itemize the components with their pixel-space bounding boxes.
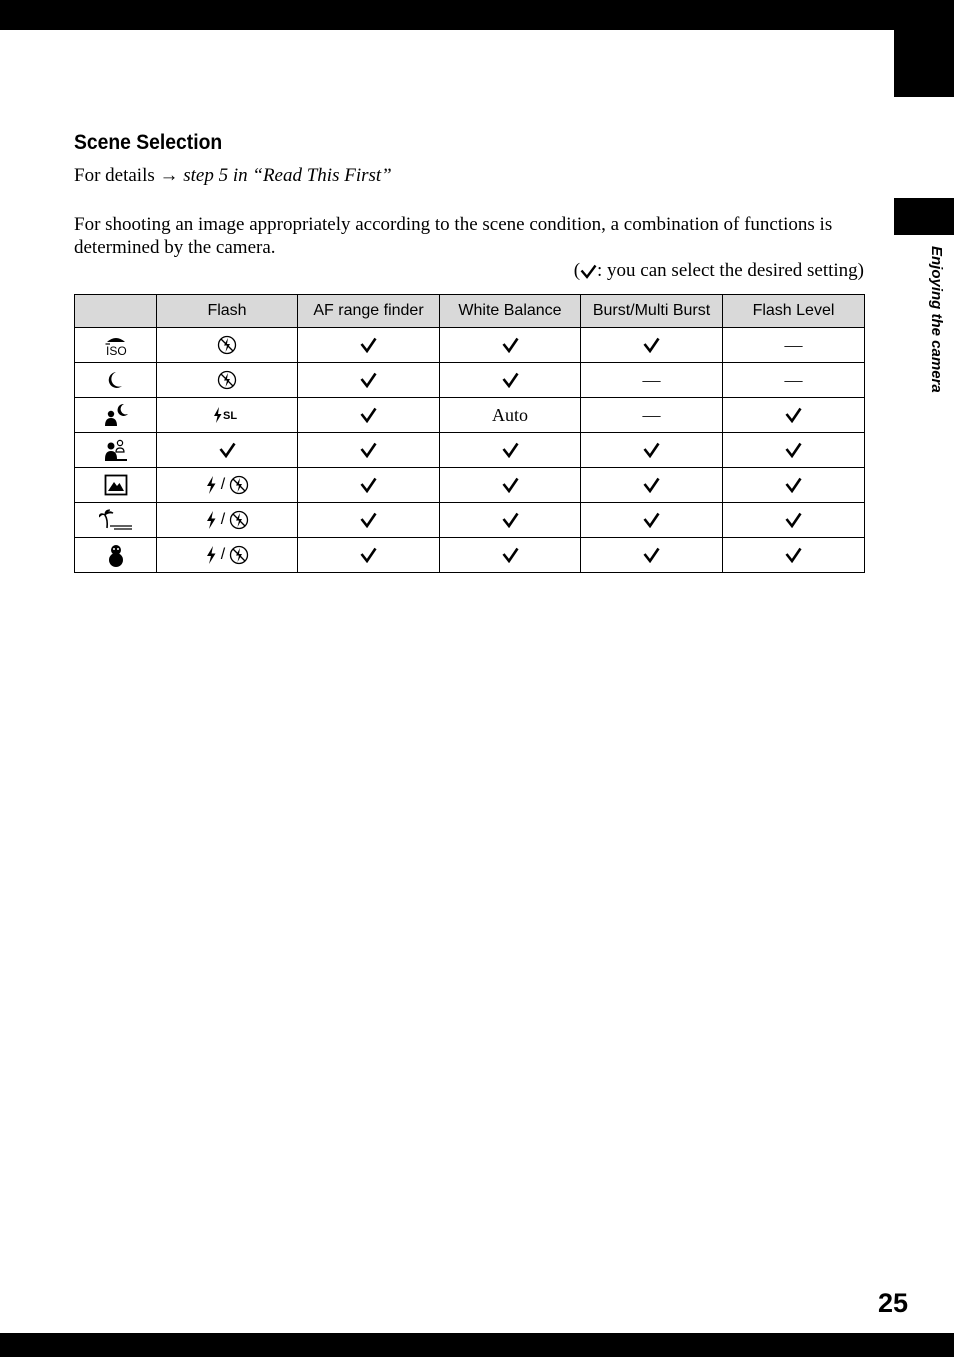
high-sensitivity-icon bbox=[104, 336, 128, 357]
auto-text: Auto bbox=[492, 404, 528, 425]
scene-cell bbox=[75, 433, 157, 468]
cell-af-range-finder bbox=[298, 328, 440, 363]
dash-text: — bbox=[642, 404, 661, 425]
section-description: For shooting an image appropriately according to the scene condition, a combination of functions is determined by the camera. bbox=[74, 214, 833, 258]
flash-forced-icon bbox=[205, 546, 217, 563]
landscape-icon bbox=[104, 476, 128, 493]
flash-off-icon bbox=[217, 336, 237, 353]
cell-af-range-finder bbox=[298, 468, 440, 503]
check-icon bbox=[360, 371, 377, 388]
arrow-right-icon: → bbox=[159, 165, 179, 186]
legend-text: : you can select the desired setting) bbox=[597, 260, 864, 281]
table-row bbox=[75, 538, 865, 573]
cell-burst bbox=[581, 398, 723, 433]
chapter-tab-upper bbox=[894, 30, 954, 97]
soft-snap-icon bbox=[103, 441, 129, 458]
table-row bbox=[75, 363, 865, 398]
check-icon bbox=[219, 441, 236, 458]
separator-slash: / bbox=[220, 511, 226, 528]
details-prefix: For details bbox=[74, 165, 155, 186]
page-number: 25 bbox=[878, 1288, 909, 1318]
cell-af-range-finder bbox=[298, 503, 440, 538]
flash-slow-sync-icon bbox=[212, 406, 242, 423]
cell-burst bbox=[581, 503, 723, 538]
top-black-bar bbox=[0, 0, 954, 30]
side-tab-label: Enjoying the camera bbox=[928, 246, 945, 393]
cell-af-range-finder bbox=[298, 538, 440, 573]
header-cell-flash-level: Flash Level bbox=[723, 295, 865, 328]
cell-flash bbox=[157, 328, 298, 363]
cell-flash bbox=[157, 468, 298, 503]
flash-off-icon bbox=[229, 511, 249, 528]
cell-flash-level bbox=[723, 468, 865, 503]
scene-cell bbox=[75, 468, 157, 503]
scene-cell bbox=[75, 363, 157, 398]
scene-cell bbox=[75, 503, 157, 538]
table-row bbox=[75, 398, 865, 433]
check-icon bbox=[785, 546, 802, 563]
chapter-tab-lower bbox=[894, 198, 954, 235]
cell-white-balance bbox=[440, 468, 581, 503]
bottom-black-bar bbox=[0, 1333, 954, 1357]
table-row bbox=[75, 468, 865, 503]
details-reference: step 5 in “Read This First” bbox=[183, 165, 392, 186]
svg-text:SL: SL bbox=[223, 410, 238, 423]
table-row bbox=[75, 328, 865, 363]
cell-burst bbox=[581, 363, 723, 398]
cell-flash bbox=[157, 433, 298, 468]
check-icon bbox=[643, 336, 660, 353]
check-icon bbox=[580, 264, 597, 279]
table-row bbox=[75, 433, 865, 468]
check-icon bbox=[785, 406, 802, 423]
header-cell-scene bbox=[75, 295, 157, 328]
cell-burst bbox=[581, 468, 723, 503]
cell-flash bbox=[157, 398, 298, 433]
cell-af-range-finder bbox=[298, 398, 440, 433]
legend-open-paren: ( bbox=[573, 260, 581, 281]
cell-flash bbox=[157, 503, 298, 538]
check-icon bbox=[502, 441, 519, 458]
scene-cell bbox=[75, 328, 157, 363]
check-icon bbox=[785, 441, 802, 458]
check-icon bbox=[502, 511, 519, 528]
header-cell-white-balance: White Balance bbox=[440, 295, 581, 328]
separator-slash: / bbox=[220, 476, 226, 493]
cell-flash-level bbox=[723, 538, 865, 573]
table-row bbox=[75, 503, 865, 538]
header-cell-burst: Burst/Multi Burst bbox=[581, 295, 723, 328]
check-icon bbox=[502, 476, 519, 493]
details-line bbox=[74, 165, 392, 187]
cell-af-range-finder bbox=[298, 433, 440, 468]
svg-text:ISO: ISO bbox=[105, 344, 127, 357]
twilight-portrait-icon bbox=[102, 406, 130, 423]
section-title: Scene Selection bbox=[74, 131, 223, 154]
check-icon bbox=[785, 511, 802, 528]
cell-af-range-finder bbox=[298, 363, 440, 398]
cell-flash-level bbox=[723, 328, 865, 363]
scene-settings-table bbox=[74, 294, 865, 573]
cell-flash-level bbox=[723, 398, 865, 433]
scene-cell bbox=[75, 538, 157, 573]
flash-off-icon bbox=[217, 371, 237, 388]
check-icon bbox=[360, 476, 377, 493]
header-cell-flash: Flash bbox=[157, 295, 298, 328]
cell-white-balance bbox=[440, 538, 581, 573]
cell-burst bbox=[581, 433, 723, 468]
cell-white-balance bbox=[440, 433, 581, 468]
cell-flash-level bbox=[723, 433, 865, 468]
cell-flash-level bbox=[723, 503, 865, 538]
header-cell-af-range-finder: AF range finder bbox=[298, 295, 440, 328]
flash-forced-icon bbox=[205, 511, 217, 528]
cell-burst bbox=[581, 538, 723, 573]
flash-off-icon bbox=[229, 546, 249, 563]
dash-text: — bbox=[784, 369, 803, 390]
check-icon bbox=[360, 511, 377, 528]
scene-cell bbox=[75, 398, 157, 433]
check-icon bbox=[643, 511, 660, 528]
cell-flash-level bbox=[723, 363, 865, 398]
check-icon bbox=[502, 371, 519, 388]
check-icon bbox=[360, 406, 377, 423]
dash-text: — bbox=[784, 334, 803, 355]
check-icon bbox=[502, 546, 519, 563]
check-icon bbox=[643, 441, 660, 458]
dash-text: — bbox=[642, 369, 661, 390]
flash-off-icon bbox=[229, 476, 249, 493]
legend-note bbox=[574, 260, 864, 282]
check-icon bbox=[502, 336, 519, 353]
check-icon bbox=[360, 336, 377, 353]
cell-white-balance bbox=[440, 363, 581, 398]
table-header-row bbox=[75, 295, 865, 328]
flash-forced-icon bbox=[205, 476, 217, 493]
cell-white-balance bbox=[440, 328, 581, 363]
check-icon bbox=[360, 441, 377, 458]
separator-slash: / bbox=[220, 546, 226, 563]
check-icon bbox=[643, 546, 660, 563]
cell-burst bbox=[581, 328, 723, 363]
cell-white-balance bbox=[440, 398, 581, 433]
cell-flash bbox=[157, 363, 298, 398]
twilight-icon bbox=[107, 371, 125, 388]
cell-flash bbox=[157, 538, 298, 573]
snow-icon bbox=[106, 546, 126, 563]
beach-icon bbox=[99, 511, 133, 528]
check-icon bbox=[360, 546, 377, 563]
check-icon bbox=[643, 476, 660, 493]
check-icon bbox=[785, 476, 802, 493]
cell-white-balance bbox=[440, 503, 581, 538]
